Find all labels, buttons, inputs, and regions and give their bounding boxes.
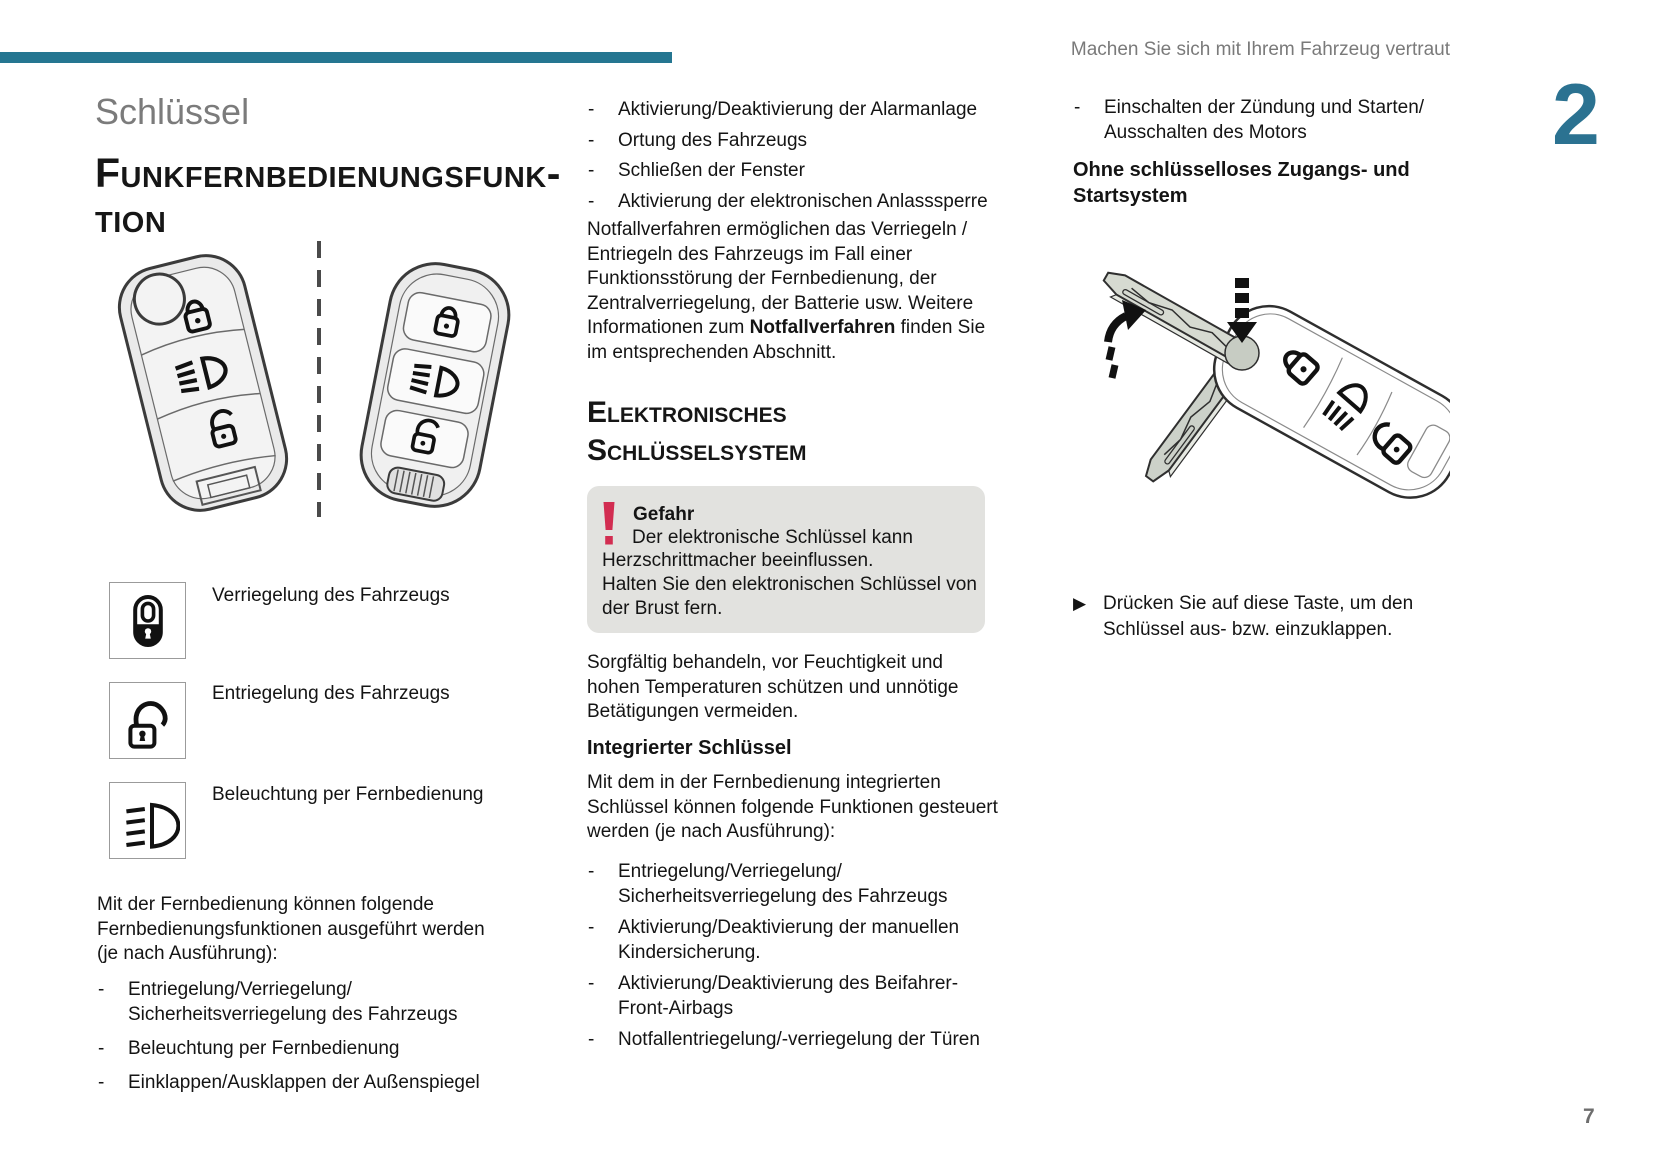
- section-heading-line1: Funkfernbedienungsfunk-: [95, 150, 561, 196]
- bullet-line: Sicherheitsverriegelung des Fahrzeugs: [618, 886, 948, 907]
- bullet-dash: -: [98, 1038, 105, 1059]
- bullet-line: Aktivierung/Deaktivierung der manuellen: [618, 917, 960, 938]
- paragraph-line: Mit dem in der Fernbedienung integrierten: [587, 772, 941, 793]
- lock-open-iconbox: [109, 682, 186, 759]
- section-heading-line2: tion: [95, 195, 167, 241]
- danger-title: Gefahr: [633, 504, 695, 525]
- integrated-key-list: [587, 859, 1007, 1052]
- bullet-line: Aktivierung der elektronischen Anlasssperre: [618, 190, 988, 212]
- paragraph-line: (je nach Ausführung):: [97, 943, 278, 964]
- key-fob-illustration: [95, 233, 545, 523]
- paragraph-line: werden (je nach Ausführung):: [587, 821, 836, 842]
- text-run: finden Sie: [895, 317, 986, 338]
- paragraph-line: Sorgfältig behandeln, vor Feuchtigkeit und: [587, 652, 943, 673]
- heading-line: Elektronisches: [587, 396, 787, 429]
- bullet-line: Ausschalten des Motors: [1104, 122, 1307, 143]
- care-paragraph: [587, 651, 958, 725]
- lock-closed-label: Verriegelung des Fahrzeugs: [212, 585, 450, 606]
- list-item: [97, 1036, 557, 1061]
- left-bullet-list: [97, 977, 557, 1095]
- list-item: [587, 128, 997, 153]
- paragraph-line: Entriegeln des Fahrzeugs im Fall einer: [587, 243, 913, 265]
- paragraph-line: Mit der Fernbedienung können folgende: [97, 894, 434, 915]
- bullet-dash: -: [98, 979, 105, 1000]
- running-header: Machen Sie sich mit Ihrem Fahrzeug vertraut: [1070, 39, 1450, 60]
- bullet-line: Entriegelung/Verriegelung/: [128, 979, 352, 1000]
- bullet-line: Entriegelung/Verriegelung/: [618, 861, 842, 882]
- paragraph-line: Zentralverriegelung, der Batterie usw. Weitere: [587, 292, 974, 314]
- paragraph-line: hohen Temperaturen schützen und unnötige: [587, 676, 959, 698]
- bullet-line: Front-Airbags: [618, 998, 734, 1019]
- instruction-line: Schlüssel aus- bzw. einzuklappen.: [1103, 619, 1393, 640]
- bullet-dash: -: [588, 1029, 595, 1050]
- list-item: [587, 971, 1007, 1021]
- bullet-dash: -: [588, 861, 595, 882]
- left-intro-paragraph: [97, 893, 485, 967]
- list-item: [1073, 95, 1473, 145]
- bullet-dash: -: [588, 160, 595, 181]
- bullet-dash: -: [1074, 97, 1081, 118]
- rotate-arrow-icon: [1108, 300, 1146, 378]
- keyless-heading: [1073, 158, 1410, 209]
- paragraph-line: Notfallverfahren ermöglichen das Verriegeln /: [587, 219, 968, 240]
- bullet-dash: -: [588, 973, 595, 994]
- list-item: [587, 97, 997, 122]
- instruction-line: Drücken Sie auf diese Taste, um den: [1103, 593, 1414, 614]
- remote-lighting-label: Beleuchtung per Fernbedienung: [212, 784, 484, 805]
- bullet-line: Sicherheitsverriegelung des Fahrzeugs: [128, 1004, 458, 1025]
- danger-warning-box: [587, 486, 985, 633]
- paragraph-line: im entsprechenden Abschnitt.: [587, 341, 837, 363]
- bullet-line: Beleuchtung per Fernbedienung: [128, 1038, 400, 1059]
- danger-line: Herzschrittmacher beeinflussen.: [602, 550, 874, 571]
- smart-key-drawing: [353, 256, 517, 514]
- lock-closed-icon: [116, 589, 180, 653]
- paragraph-line: Betätigungen vermeiden.: [587, 701, 799, 722]
- lock-open-label: Entriegelung des Fahrzeugs: [212, 683, 450, 704]
- bullet-dash: -: [98, 1072, 105, 1093]
- bullet-line: Einschalten der Zündung und Starten/: [1104, 97, 1425, 118]
- paragraph-line: [587, 316, 985, 341]
- danger-line: der Brust fern.: [602, 598, 723, 619]
- chapter-number: 2: [1552, 67, 1600, 163]
- integrated-key-paragraph: [587, 771, 998, 845]
- danger-line: Der elektronische Schlüssel kann: [632, 527, 913, 548]
- remote-lighting-iconbox: [109, 782, 186, 859]
- electronic-key-heading: [587, 394, 807, 469]
- bullet-dash: -: [588, 129, 595, 151]
- page-title: Schlüssel: [95, 91, 250, 132]
- accent-bar: [0, 52, 672, 63]
- list-item: [587, 189, 997, 214]
- bold-text-run: Notfallverfahren: [749, 317, 896, 338]
- page-number: 7: [1583, 1105, 1595, 1128]
- bullet-dash: -: [588, 99, 595, 120]
- bullet-line: Kindersicherung.: [618, 942, 761, 963]
- list-item: [97, 977, 557, 1027]
- heading-line: Schlüsselsystem: [587, 433, 807, 467]
- instruction-arrow-marker: ▶: [1073, 594, 1087, 613]
- lock-open-icon: [116, 689, 180, 753]
- list-item: [587, 1027, 1007, 1052]
- section-heading: [95, 151, 561, 241]
- list-item: [587, 158, 997, 183]
- bullet-line: Aktivierung/Deaktivierung der Alarmanlage: [618, 99, 978, 120]
- bullet-dash: -: [588, 190, 595, 212]
- text-run: Informationen zum: [587, 317, 750, 338]
- paragraph-line: Schlüssel können folgende Funktionen gesteuert: [587, 796, 998, 818]
- bullet-line: Aktivierung/Deaktivierung des Beifahrer-: [618, 973, 959, 994]
- heading-line: Ohne schlüsselloses Zugangs- und: [1073, 159, 1410, 181]
- paragraph-line: Fernbedienungsfunktionen ausgeführt werden: [97, 918, 485, 940]
- bullet-dash: -: [588, 917, 595, 938]
- paragraph-line: Funktionsstörung der Fernbedienung, der: [587, 268, 937, 289]
- list-item: [587, 915, 1007, 965]
- heading-line: Startsystem: [1073, 184, 1188, 207]
- bullet-line: Einklappen/Ausklappen der Außenspiegel: [128, 1072, 480, 1093]
- list-item: [587, 859, 1007, 909]
- bullet-line: Notfallentriegelung/-verriegelung der Türen: [618, 1029, 980, 1050]
- lock-closed-iconbox: [109, 582, 186, 659]
- flip-key-blade-illustration: [1040, 238, 1450, 528]
- ignition-bullet: [1073, 95, 1473, 145]
- list-item: [97, 1070, 557, 1095]
- remote-lighting-icon: [116, 789, 180, 853]
- exclamation-icon: [602, 502, 616, 547]
- bullet-line: Ortung des Fahrzeugs: [618, 129, 808, 151]
- integrated-key-subheading: Integrierter Schlüssel: [587, 737, 792, 759]
- flip-key-drawing: [111, 247, 295, 519]
- press-instruction: [1073, 591, 1413, 643]
- emergency-procedure-paragraph: [587, 218, 985, 365]
- danger-line: Halten Sie den elektronischen Schlüssel von: [602, 574, 977, 595]
- bullet-line: Schließen der Fenster: [618, 160, 805, 181]
- remote-functions-list: [587, 97, 997, 214]
